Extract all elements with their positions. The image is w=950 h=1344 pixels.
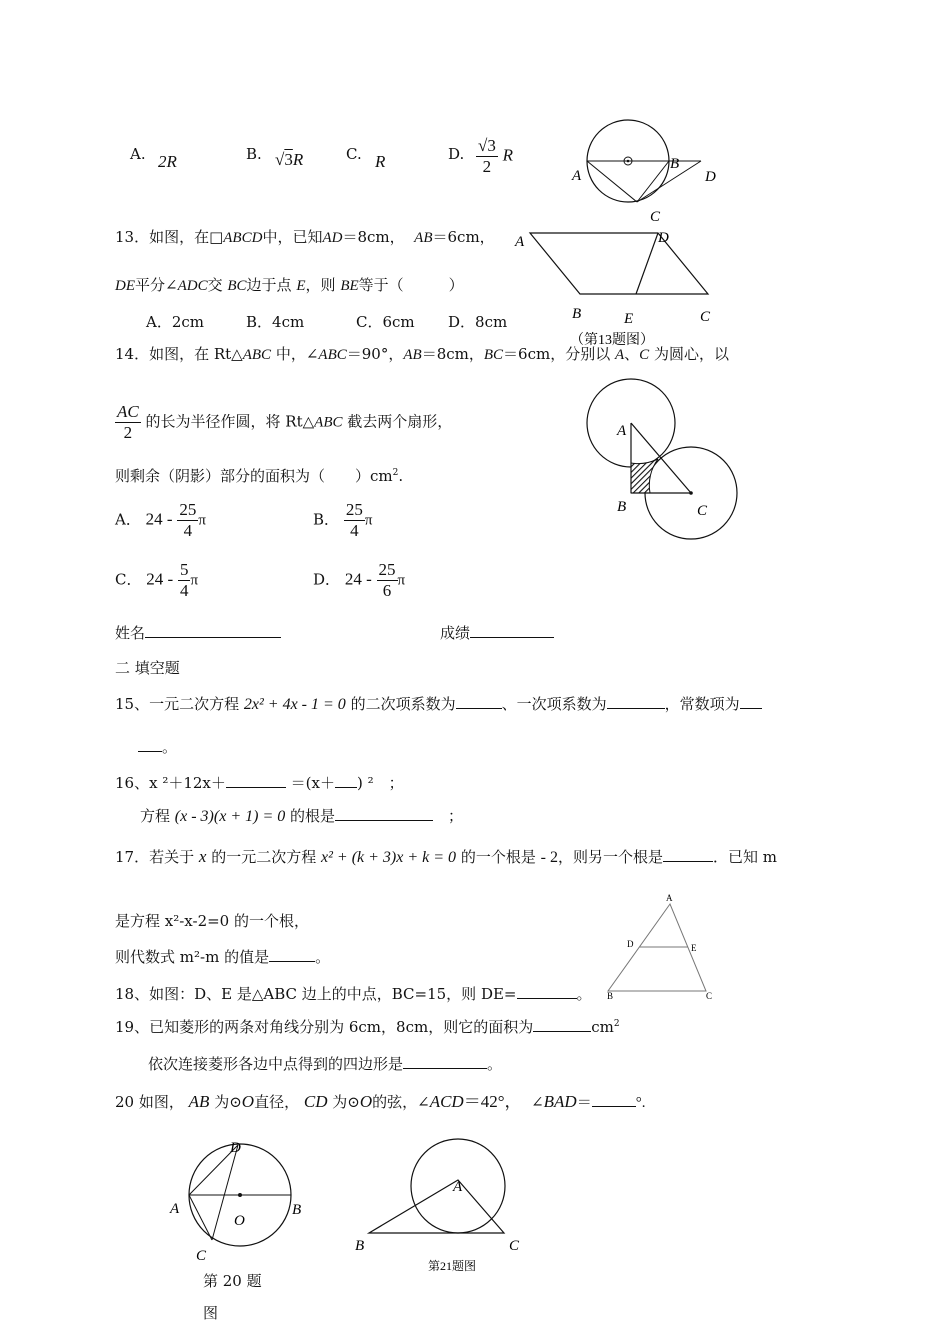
- q13-option-d: D．8cm: [448, 313, 508, 331]
- q18-label-e: E: [691, 943, 697, 953]
- q15-line1: 15、一元二次方程 2x² + 4x - 1 = 0 的二次项系数为 、一次项系数为 ，常数项为: [115, 693, 762, 714]
- q18-label-c: C: [706, 991, 713, 1001]
- q18-label-d: D: [627, 939, 634, 949]
- q12-label-b: B: [670, 156, 680, 172]
- q21-label-b: B: [355, 1238, 365, 1254]
- q21-figure: [345, 1125, 535, 1275]
- q14-figure: [578, 372, 748, 544]
- q18-line: 18、如图：D、E 是△ABC 边上的中点，BC=15，则 DE= 。: [115, 985, 592, 1003]
- q12-option-a: [130, 145, 146, 163]
- q14-line3: 则剩余（阴影）部分的面积为（ ）$cm^2$.: [115, 467, 404, 485]
- q12-option-d: D.: [448, 145, 465, 163]
- q13-option-c: C．6cm: [356, 313, 415, 331]
- q20-caption-line2: 图: [203, 1304, 219, 1322]
- q20-line: 20 如图， AB 为⊙O直径， CD 为⊙O的弦，∠ACD＝42°， ∠BAD＝ °.: [115, 1092, 646, 1111]
- q12-option-a-expr: 2R: [158, 152, 177, 171]
- q20-label-b: B: [292, 1202, 302, 1218]
- q13-label-d: D: [658, 230, 669, 246]
- q12-option-d-expr: $\frac{√3}{2}$ R: [478, 136, 514, 176]
- q13-option-a: A．2cm: [146, 313, 205, 331]
- q14-option-d: D． 24 - $\frac{25}{6}$ π: [313, 560, 406, 600]
- q17-line3: 则代数式 m²-m 的值是 。: [115, 948, 331, 966]
- q14-label-c: C: [697, 503, 708, 519]
- q20-label-c: C: [196, 1248, 207, 1264]
- q16-line1: 16、x ²＋12x＋ ＝(x＋ ) ² ；: [115, 774, 404, 792]
- q14-label-b: B: [617, 499, 627, 515]
- q20-label-a: A: [170, 1201, 180, 1217]
- q14-option-b: B． $\frac{25}{4}$ π: [313, 500, 373, 540]
- q14-line2: $\frac{AC}{2}$ 的长为半径作圆，将 Rt△ABC 截去两个扇形，: [117, 402, 453, 442]
- q12-figure: [565, 118, 725, 228]
- q19-line1: 19、已知菱形的两条对角线分别为 6cm，8cm，则它的面积为 $cm^2$: [115, 1018, 620, 1036]
- q13-label-a: A: [515, 234, 525, 250]
- q20-figure: [160, 1130, 320, 1270]
- q12-label-c: C: [650, 209, 661, 225]
- q17-line2: 是方程 x²-x-2=0 的一个根，: [115, 912, 309, 930]
- q12-label-d: D: [705, 169, 716, 185]
- q14-option-a: A． 24 - $\frac{25}{4}$ π: [115, 500, 206, 540]
- q20-caption-line1: 第 20 题: [203, 1272, 262, 1290]
- q21-caption: 第21题图: [428, 1259, 477, 1273]
- name-field: 姓名: [115, 622, 281, 643]
- q16-line2: 方程 (x - 3)(x + 1) = 0 的根是 ；: [140, 807, 464, 825]
- section-fill-in-title: 二 填空题: [115, 659, 180, 677]
- q13-figure: [508, 222, 728, 348]
- q14-label-a: A: [617, 423, 627, 439]
- q19-line2: 依次连接菱形各边中点得到的四边形是 。: [148, 1055, 503, 1073]
- q13-label-b: B: [572, 306, 582, 322]
- q18-figure: [600, 890, 720, 1002]
- score-field: 成绩: [440, 622, 554, 643]
- q12-label-a: A: [572, 168, 582, 184]
- q14-line1: 14．如图，在 Rt△ABC 中，∠ABC＝90°，AB＝8cm，BC＝6cm，分别以 A、C 为圆心，以: [115, 345, 729, 363]
- q21-label-a: A: [453, 1179, 463, 1195]
- q17-line1: 17．若关于 x 的一元二次方程 x² + (k + 3)x + k = 0 的一个根是 - 2，则另一个根是 ．已知 m: [115, 847, 777, 866]
- q14-option-c: C． 24 - $\frac{5}{4}$ π: [115, 560, 199, 600]
- q21-label-c: C: [509, 1238, 520, 1254]
- q13-caption: （第13题图）: [570, 333, 654, 348]
- q18-label-a: A: [666, 893, 673, 903]
- q13-line2: DE平分∠ADC交 BC边于点 E，则 BE等于（ ）: [115, 276, 464, 294]
- q18-label-b: B: [607, 991, 614, 1001]
- q20-label-o: O: [234, 1213, 245, 1229]
- q13-label-e: E: [624, 311, 634, 327]
- q12-option-c: C.: [346, 145, 362, 163]
- q12-option-a-label: A.: [130, 145, 146, 163]
- q12-option-c-expr: R: [375, 152, 386, 171]
- q13-line1: 13．如图，在□ABCD中，已知AD＝8cm， AB＝6cm，: [115, 228, 495, 246]
- q13-label-c: C: [700, 309, 711, 325]
- q20-label-d: D: [230, 1140, 241, 1156]
- q12-option-b-expr: √3R: [275, 150, 304, 169]
- q15-line2: 。: [138, 736, 177, 757]
- q12-option-b: B.: [246, 145, 262, 163]
- q13-option-b: B．4cm: [246, 313, 305, 331]
